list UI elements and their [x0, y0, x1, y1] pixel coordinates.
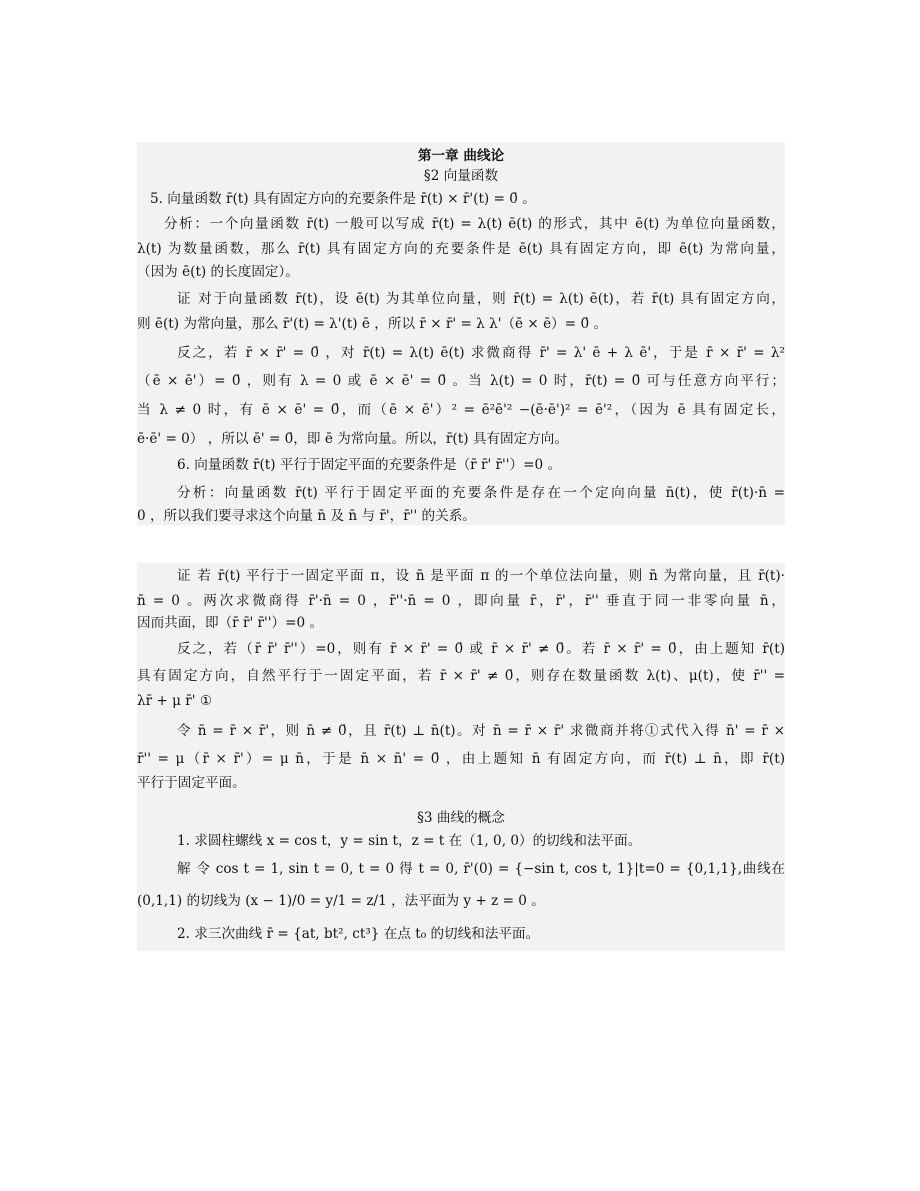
proof-line: 反之，若 r̄ × r̄' = 0̄ ，对 r̄(t) = λ(t) ē(t) 求微商得 r̄' = λ' ē + λ ē'，于是 r̄ × r̄' = λ² — [177, 345, 785, 361]
analysis-line: 分析：向量函数 r̄(t) 平行于固定平面的充要条件是存在一个定向向量 n̄(t)，使 r̄(t)·n̄ = — [177, 485, 785, 501]
content-block-section-3 — [137, 563, 785, 951]
content-block-section-2 — [137, 142, 785, 525]
proof-line: 因而共面，即（r̄ r̄' r̄''）=0 。 — [137, 615, 324, 631]
proof-line: r̄'' = μ（r̄ × r̄'）= μ n̄，于是 n̄ × n̄' = 0̄ ，由上题知 n̄ 有固定方向，而 r̄(t) ⊥ n̄，即 r̄(t) — [137, 751, 785, 767]
problem-1-statement: 1. 求圆柱螺线 x = cos t，y = sin t，z = t 在（1, 0, 0）的切线和法平面。 — [177, 833, 642, 849]
proof-line: ē·ē' = 0） ，所以 ē' = 0̄，即 ē 为常向量。所以，r̄(t) 具有固定方向。 — [137, 431, 568, 447]
proof-line: 则 ē(t) 为常向量，那么 r̄'(t) = λ'(t) ē ，所以 r̄ × r̄' = λ λ'（ē × ē）= 0̄ 。 — [137, 316, 608, 332]
chapter-title: 第一章 曲线论 — [417, 148, 505, 164]
proof-line: n̄ = 0 。两次求微商得 r̄'·n̄ = 0 ，r̄''·n̄ = 0 ，即向量 r̄，r̄'，r̄'' 垂直于同一非零向量 n̄， — [137, 593, 785, 609]
analysis-line: （因为 ē(t) 的长度固定）。 — [137, 264, 299, 280]
proof-line: λr̄ + μ r̄' ① — [137, 693, 213, 709]
proof-line: 反之，若（r̄ r̄' r̄''）=0，则有 r̄ × r̄' = 0̄ 或 r̄ × r̄' ≠ 0̄。若 r̄ × r̄' = 0̄，由上题知 r̄(t) — [177, 641, 785, 657]
section-title: §3 曲线的概念 — [417, 810, 505, 826]
problem-5-statement: 5. 向量函数 r̄(t) 具有固定方向的充要条件是 r̄(t) × r̄'(t) = 0̄ 。 — [150, 191, 536, 207]
analysis-line: 0 ，所以我们要寻求这个向量 n̄ 及 n̄ 与 r̄'，r̄'' 的关系。 — [137, 508, 476, 524]
proof-line: （ē × ē'）= 0̄ ，则有 λ = 0 或 ē × ē' = 0̄ 。当 λ(t) = 0 时，r̄(t) = 0̄ 可与任意方向平行； — [137, 373, 785, 389]
proof-line: 证 对于向量函数 r̄(t)，设 ē(t) 为其单位向量，则 r̄(t) = λ(t) ē(t)，若 r̄(t) 具有固定方向， — [177, 291, 785, 307]
analysis-line: 分析：一个向量函数 r̄(t) 一般可以写成 r̄(t) = λ(t) ē(t) 的形式，其中 ē(t) 为单位向量函数， — [164, 216, 785, 232]
proof-line: 证 若 r̄(t) 平行于一固定平面 π，设 n̄ 是平面 π 的一个单位法向量，则 n̄ 为常向量，且 r̄(t)· — [177, 568, 785, 584]
solution-line: (0,1,1) 的切线为 (x − 1)/0 = y/1 = z/1 ，法平面为 y + z = 0 。 — [137, 893, 545, 909]
proof-line: 具有固定方向，自然平行于一固定平面，若 r̄ × r̄' ≠ 0̄，则存在数量函数 λ(t)、μ(t)，使 r̄'' = — [137, 668, 785, 684]
proof-line: 当 λ ≠ 0 时，有 ē × ē' = 0̄，而（ē × ē'）² = ē²ē'² −(ē·ē')² = ē'²，（因为 ē 具有固定长， — [137, 402, 785, 418]
solution-line: 解 令 cos t = 1, sin t = 0, t = 0 得 t = 0, r̄'(0) = {−sin t, cos t, 1}|t=0 = {0,1,1},曲线在 — [177, 861, 785, 877]
proof-line: 令 n̄ = r̄ × r̄'，则 n̄ ≠ 0̄，且 r̄(t) ⊥ n̄(t)。对 n̄ = r̄ × r̄' 求微商并将①式代入得 n̄' = r̄ × — [177, 723, 785, 739]
analysis-line: λ(t) 为数量函数，那么 r̄(t) 具有固定方向的充要条件是 ē(t) 具有固定方向，即 ē(t) 为常向量， — [137, 241, 785, 257]
proof-line: 平行于固定平面。 — [137, 775, 246, 791]
problem-6-statement: 6. 向量函数 r̄(t) 平行于固定平面的充要条件是（r̄ r̄' r̄''）=0 。 — [177, 457, 562, 473]
section-title: §2 向量函数 — [423, 168, 499, 184]
problem-2-statement: 2. 求三次曲线 r̄ = {at, bt², ct³} 在点 t₀ 的切线和法平面。 — [177, 926, 540, 942]
